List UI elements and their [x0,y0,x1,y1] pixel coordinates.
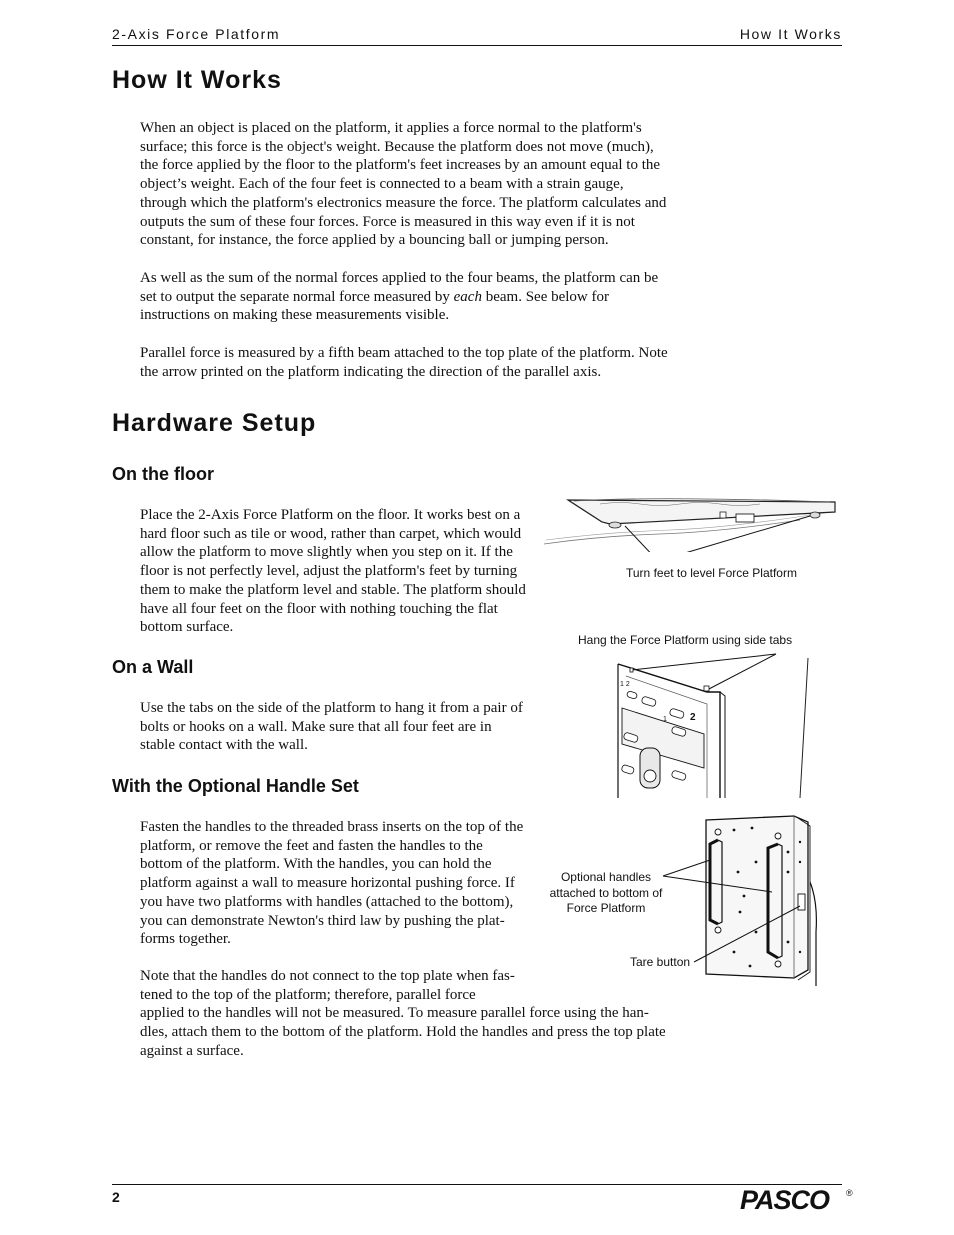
handle-set-text-2 [140,967,672,1061]
handles-caption-line-3: Force Platform [566,901,646,915]
p2-text-end: beam. See below for instructions on making these measurements visible. [140,288,610,324]
panel-mark-1: 1 2 [620,681,630,688]
how-it-works-paragraph-2 [140,269,672,325]
p2-text-start: As well as the sum of the normal forces applied to the four beams, the platform can be set to output the separate normal force measured by [140,270,659,305]
running-header-title: 2-Axis Force Platform [112,26,281,42]
running-header-section: How It Works [739,26,842,42]
handle-set-heading: With the Optional Handle Set [112,776,359,796]
handles-callout-line-upper [663,860,710,876]
how-it-works-heading: How It Works [112,66,282,94]
floor-caption: Turn feet to level Force Platform [626,566,797,580]
footer-rule [112,1184,842,1185]
wall-callout-line-left [632,654,776,670]
how-it-works-paragraph-3: Parallel force is measured by a fifth beam attached to the top plate of the platform. Note the arrow printed on the platform indicating the direction of the parallel axis. [140,345,668,380]
panel-mark-3: 2 [690,712,696,723]
floor-callout-line-left [625,526,658,552]
floor-callout-line-right [658,516,810,552]
registered-mark: ® [846,1188,853,1198]
hardware-setup-heading: Hardware Setup [112,409,317,437]
handle-set-text-2-rest: applied to the handles will not be measured. To measure parallel force using the han-dles, attach them to the bottom of the platform. Hold the handles and press the top plate against a surface. [140,1005,666,1059]
handles-caption-line-2: attached to bottom of [549,885,663,900]
header-rule [112,45,842,46]
p2-emphasis: each [453,288,482,305]
on-a-wall-heading: On a Wall [112,657,194,677]
platform-floor-illustration [540,492,840,552]
how-it-works-paragraph-1: When an object is placed on the platform, it applies a force normal to the platform's surface; this force is the object's weight. Because the platform does not move (much), the force applied by the floor to the platform's feet increases by an amount equal to the object’s weight. Each of the four feet is connected to a beam with a strain gauge, through which the platform's electronics measure the force. The platform calculates and outputs the sum of these four forces. Force is measured in this way even if it is not constant, for instance, the force applied by a bouncing ball or jumping person. [140,120,667,249]
wall-callout-line-right [707,654,776,690]
panel-mark-2: 1 [663,716,667,723]
tare-button-icon [798,894,805,910]
handles-caption [542,870,670,917]
wall-caption: Hang the Force Platform using side tabs [578,633,793,647]
on-the-floor-heading: On the floor [112,464,214,484]
on-a-wall-text: Use the tabs on the side of the platform to hang it from a pair of bolts or hooks on a wall. Make sure that all four feet are in stable contact with the wall. [140,700,523,754]
handles-caption-line-1: Optional handles [560,870,652,884]
pasco-logo-text: PASCO [740,1185,830,1214]
handle-set-text-2-line-2: tened to the top of the platform; therefore, parallel force [140,986,476,1003]
handle-set-text-1: Fasten the handles to the threaded brass inserts on the top of the platform, or remove the feet and fasten the handles to the bottom of the platform. With the handles, you can hold the platform against a wall to measure horizontal pushing force. If you have two platforms with handles (attached to the bottom), you can demonstrate Newton's third law by pushing the plat-forms together. [140,819,524,948]
page-number: 2 [112,1189,120,1205]
handle-set-text-2-line-1: Note that the handles do not connect to the top plate when fas- [140,968,515,984]
on-the-floor-text: Place the 2-Axis Force Platform on the floor. It works best on a hard floor such as tile or wood, rather than carpet, which would allow the platform to move slightly when you step on it. If the floor is not perfectly level, adjust the platform's feet by turning them to make the platform level and stable. The platform should have all four feet on the floor with nothing touching the flat bottom surface. [140,507,526,636]
running-header [112,26,842,42]
tare-button-caption: Tare button [630,955,691,969]
platform-wall-illustration [612,648,817,800]
pasco-logo [740,1184,860,1214]
